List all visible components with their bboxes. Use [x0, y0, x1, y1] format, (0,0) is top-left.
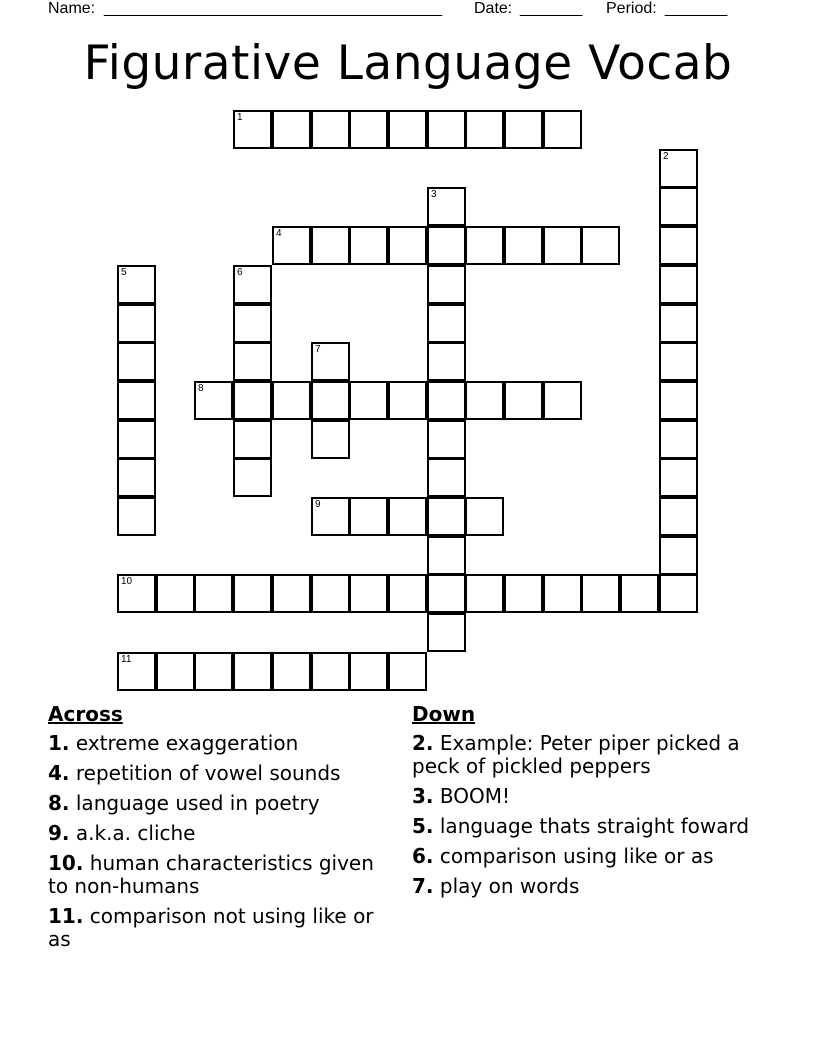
- crossword-cell[interactable]: [427, 420, 466, 459]
- crossword-cell[interactable]: [465, 497, 504, 536]
- crossword-cell[interactable]: [194, 381, 233, 420]
- crossword-cell[interactable]: [504, 381, 543, 420]
- crossword-cell[interactable]: [427, 187, 466, 226]
- crossword-cell[interactable]: [388, 110, 427, 149]
- clue-number: 11: [121, 654, 132, 665]
- crossword-cell[interactable]: [504, 110, 543, 149]
- clue-across: 9. a.k.a. cliche: [48, 821, 196, 845]
- crossword-cell[interactable]: [156, 574, 195, 613]
- crossword-cell[interactable]: [465, 381, 504, 420]
- crossword-cell[interactable]: [117, 652, 156, 691]
- clue-down: 5. language thats straight foward: [412, 814, 750, 838]
- clue-down: 2. Example: Peter piper picked a peck of pickled peppers: [412, 731, 740, 778]
- crossword-cell[interactable]: [117, 458, 156, 497]
- crossword-cell[interactable]: [427, 265, 466, 304]
- crossword-cell[interactable]: [427, 110, 466, 149]
- crossword-cell[interactable]: [311, 574, 350, 613]
- crossword-cell[interactable]: [349, 226, 388, 265]
- down-clues: [412, 702, 752, 905]
- crossword-cell[interactable]: [581, 574, 620, 613]
- crossword-cell[interactable]: [659, 536, 698, 575]
- crossword-cell[interactable]: [233, 652, 272, 691]
- crossword-cell[interactable]: [311, 342, 350, 381]
- clue-down: 7. play on words: [412, 874, 580, 898]
- crossword-cell[interactable]: [659, 342, 698, 381]
- clue-across: 8. language used in poetry: [48, 791, 320, 815]
- crossword-cell[interactable]: [659, 265, 698, 304]
- across-heading: Across: [48, 702, 123, 726]
- crossword-cell[interactable]: [117, 304, 156, 343]
- crossword-cell[interactable]: [581, 226, 620, 265]
- name-label: Name:: [48, 0, 96, 17]
- crossword-cell[interactable]: [272, 381, 311, 420]
- crossword-cell[interactable]: [543, 574, 582, 613]
- crossword-cell[interactable]: [233, 420, 272, 459]
- crossword-cell[interactable]: [117, 497, 156, 536]
- crossword-cell[interactable]: [388, 381, 427, 420]
- clue-across: 11. comparison not using like or as: [48, 904, 374, 951]
- clue-number: 7: [315, 344, 321, 355]
- crossword-cell[interactable]: [233, 458, 272, 497]
- crossword-cell[interactable]: [659, 226, 698, 265]
- crossword-cell[interactable]: [543, 381, 582, 420]
- period-line: _______: [665, 0, 728, 17]
- clue-across: 1. extreme exaggeration: [48, 731, 299, 755]
- crossword-cell[interactable]: [427, 304, 466, 343]
- crossword-cell[interactable]: [388, 652, 427, 691]
- clue-across: 10. human characteristics given to non-humans: [48, 851, 374, 898]
- crossword-cell[interactable]: [311, 497, 350, 536]
- crossword-cell[interactable]: [311, 652, 350, 691]
- crossword-cell[interactable]: [543, 110, 582, 149]
- crossword-cell[interactable]: [465, 574, 504, 613]
- crossword-cell[interactable]: [388, 497, 427, 536]
- crossword-cell[interactable]: [427, 497, 466, 536]
- date-label: Date:: [474, 0, 513, 17]
- crossword-cell[interactable]: [272, 574, 311, 613]
- crossword-cell[interactable]: [427, 574, 466, 613]
- crossword-cell[interactable]: [504, 574, 543, 613]
- crossword-cell[interactable]: [272, 226, 311, 265]
- clue-number: 5: [121, 267, 127, 278]
- crossword-cell[interactable]: [659, 574, 698, 613]
- clue-down: 6. comparison using like or as: [412, 844, 714, 868]
- name-line: ______________________________________: [104, 0, 443, 17]
- crossword-cell[interactable]: [659, 420, 698, 459]
- crossword-cell[interactable]: [427, 342, 466, 381]
- crossword-cell[interactable]: [659, 458, 698, 497]
- crossword-cell[interactable]: [233, 574, 272, 613]
- crossword-cell[interactable]: [311, 110, 350, 149]
- crossword-cell[interactable]: [427, 536, 466, 575]
- crossword-cell[interactable]: [659, 187, 698, 226]
- crossword-cell[interactable]: [659, 149, 698, 188]
- crossword-cell[interactable]: [659, 304, 698, 343]
- clue-number: 4: [276, 228, 282, 239]
- crossword-cell[interactable]: [659, 381, 698, 420]
- crossword-cell[interactable]: [117, 265, 156, 304]
- clue-number: 9: [315, 499, 321, 510]
- clue-across: 4. repetition of vowel sounds: [48, 761, 341, 785]
- crossword-cell[interactable]: [349, 381, 388, 420]
- crossword-cell[interactable]: [659, 497, 698, 536]
- crossword-cell[interactable]: [194, 574, 233, 613]
- across-clues: [48, 702, 393, 958]
- crossword-cell[interactable]: [349, 652, 388, 691]
- crossword-cell[interactable]: [117, 420, 156, 459]
- crossword-cell[interactable]: [388, 574, 427, 613]
- clue-number: 3: [431, 189, 437, 200]
- crossword-cell[interactable]: [117, 381, 156, 420]
- down-heading: Down: [412, 702, 476, 726]
- clue-number: 2: [663, 151, 669, 162]
- crossword-cell[interactable]: [272, 652, 311, 691]
- crossword-cell[interactable]: [233, 342, 272, 381]
- crossword-cell[interactable]: [272, 110, 311, 149]
- crossword-cell[interactable]: [465, 226, 504, 265]
- crossword-cell[interactable]: [311, 420, 350, 459]
- crossword-cell[interactable]: [233, 110, 272, 149]
- crossword-cell[interactable]: [117, 574, 156, 613]
- crossword-cell[interactable]: [349, 110, 388, 149]
- crossword-cell[interactable]: [427, 613, 466, 652]
- crossword-cell[interactable]: [311, 226, 350, 265]
- clue-down: 3. BOOM!: [412, 784, 511, 808]
- crossword-cell[interactable]: [620, 574, 659, 613]
- period-label: Period:: [606, 0, 657, 17]
- crossword-cell[interactable]: [233, 381, 272, 420]
- crossword-cell[interactable]: [504, 226, 543, 265]
- clue-number: 6: [237, 267, 243, 278]
- crossword-cell[interactable]: [543, 226, 582, 265]
- crossword-cell[interactable]: [427, 226, 466, 265]
- page-title: Figurative Language Vocab: [83, 36, 733, 91]
- crossword-cell[interactable]: [117, 342, 156, 381]
- clue-number: 1: [237, 112, 243, 123]
- crossword-cell[interactable]: [156, 652, 195, 691]
- crossword-cell[interactable]: [465, 110, 504, 149]
- crossword-cell[interactable]: [194, 652, 233, 691]
- crossword-cell[interactable]: [349, 497, 388, 536]
- clue-number: 8: [198, 383, 204, 394]
- crossword-cell[interactable]: [427, 381, 466, 420]
- date-line: _______: [520, 0, 583, 17]
- crossword-cell[interactable]: [349, 574, 388, 613]
- clue-number: 10: [121, 576, 133, 587]
- crossword-cell[interactable]: [388, 226, 427, 265]
- crossword-cell[interactable]: [233, 304, 272, 343]
- crossword-cell[interactable]: [427, 458, 466, 497]
- crossword-cell[interactable]: [233, 265, 272, 304]
- crossword-cell[interactable]: [311, 381, 350, 420]
